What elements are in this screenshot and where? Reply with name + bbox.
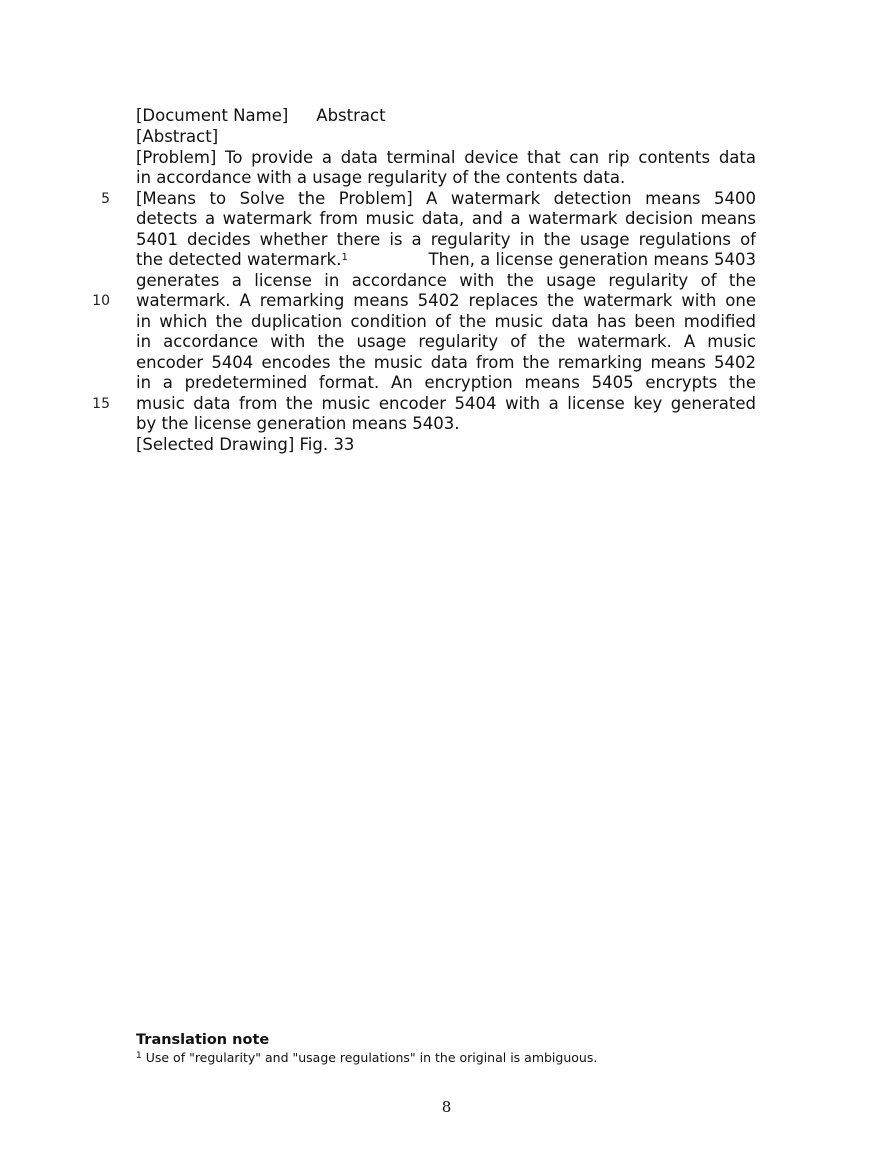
body-line-6: [136, 250, 756, 271]
translation-note-text: [136, 1050, 597, 1066]
line-number-5: 5: [101, 191, 110, 207]
body-line-4: detects a watermark from music data, and a watermark decision means: [136, 209, 756, 228]
body-line-13: music data from the music encoder 5404 with a license key generated: [136, 394, 756, 413]
body-line-3: [Means to Solve the Problem] A watermark detection means 5400: [136, 189, 756, 208]
body-line-6b: Then, a license generation means 5403: [428, 250, 756, 269]
page-number: 8: [441, 1098, 452, 1116]
body-line-2: in accordance with a usage regularity of the contents data.: [136, 168, 626, 187]
body-line-14: by the license generation means 5403.: [136, 414, 460, 433]
body-line-12: in a predetermined format. An encryption means 5405 encrypts the: [136, 373, 756, 392]
body-line-6a: the detected watermark.: [136, 250, 342, 269]
translation-note-body: Use of "regularity" and "usage regulations" in the original is ambiguous.: [145, 1050, 598, 1065]
translation-note-marker: 1: [136, 1051, 142, 1061]
footnote-marker: 1: [341, 252, 348, 263]
line-number-10: 10: [92, 293, 110, 309]
body-line-8: watermark. A remarking means 5402 replaces the watermark with one: [136, 291, 756, 310]
selected-drawing-line: [Selected Drawing] Fig. 33: [136, 435, 355, 454]
body-line-10: in accordance with the usage regularity of the watermark. A music: [136, 332, 756, 351]
body-line-1: [Problem] To provide a data terminal device that can rip contents data: [136, 148, 756, 167]
body-line-11: encoder 5404 encodes the music data from the remarking means 5402: [136, 353, 756, 372]
body-line-7: generates a license in accordance with the usage regularity of the: [136, 271, 756, 290]
document-name-value: Abstract: [316, 106, 386, 125]
line-number-15: 15: [92, 396, 110, 412]
abstract-heading: [Abstract]: [136, 127, 219, 146]
body-line-9: in which the duplication condition of the music data has been modified: [136, 312, 756, 331]
document-name-line: [136, 106, 756, 127]
body-line-5: 5401 decides whether there is a regularity in the usage regulations of: [136, 230, 756, 249]
document-name-label: [Document Name]: [136, 106, 289, 125]
translation-note-title: Translation note: [136, 1032, 270, 1048]
